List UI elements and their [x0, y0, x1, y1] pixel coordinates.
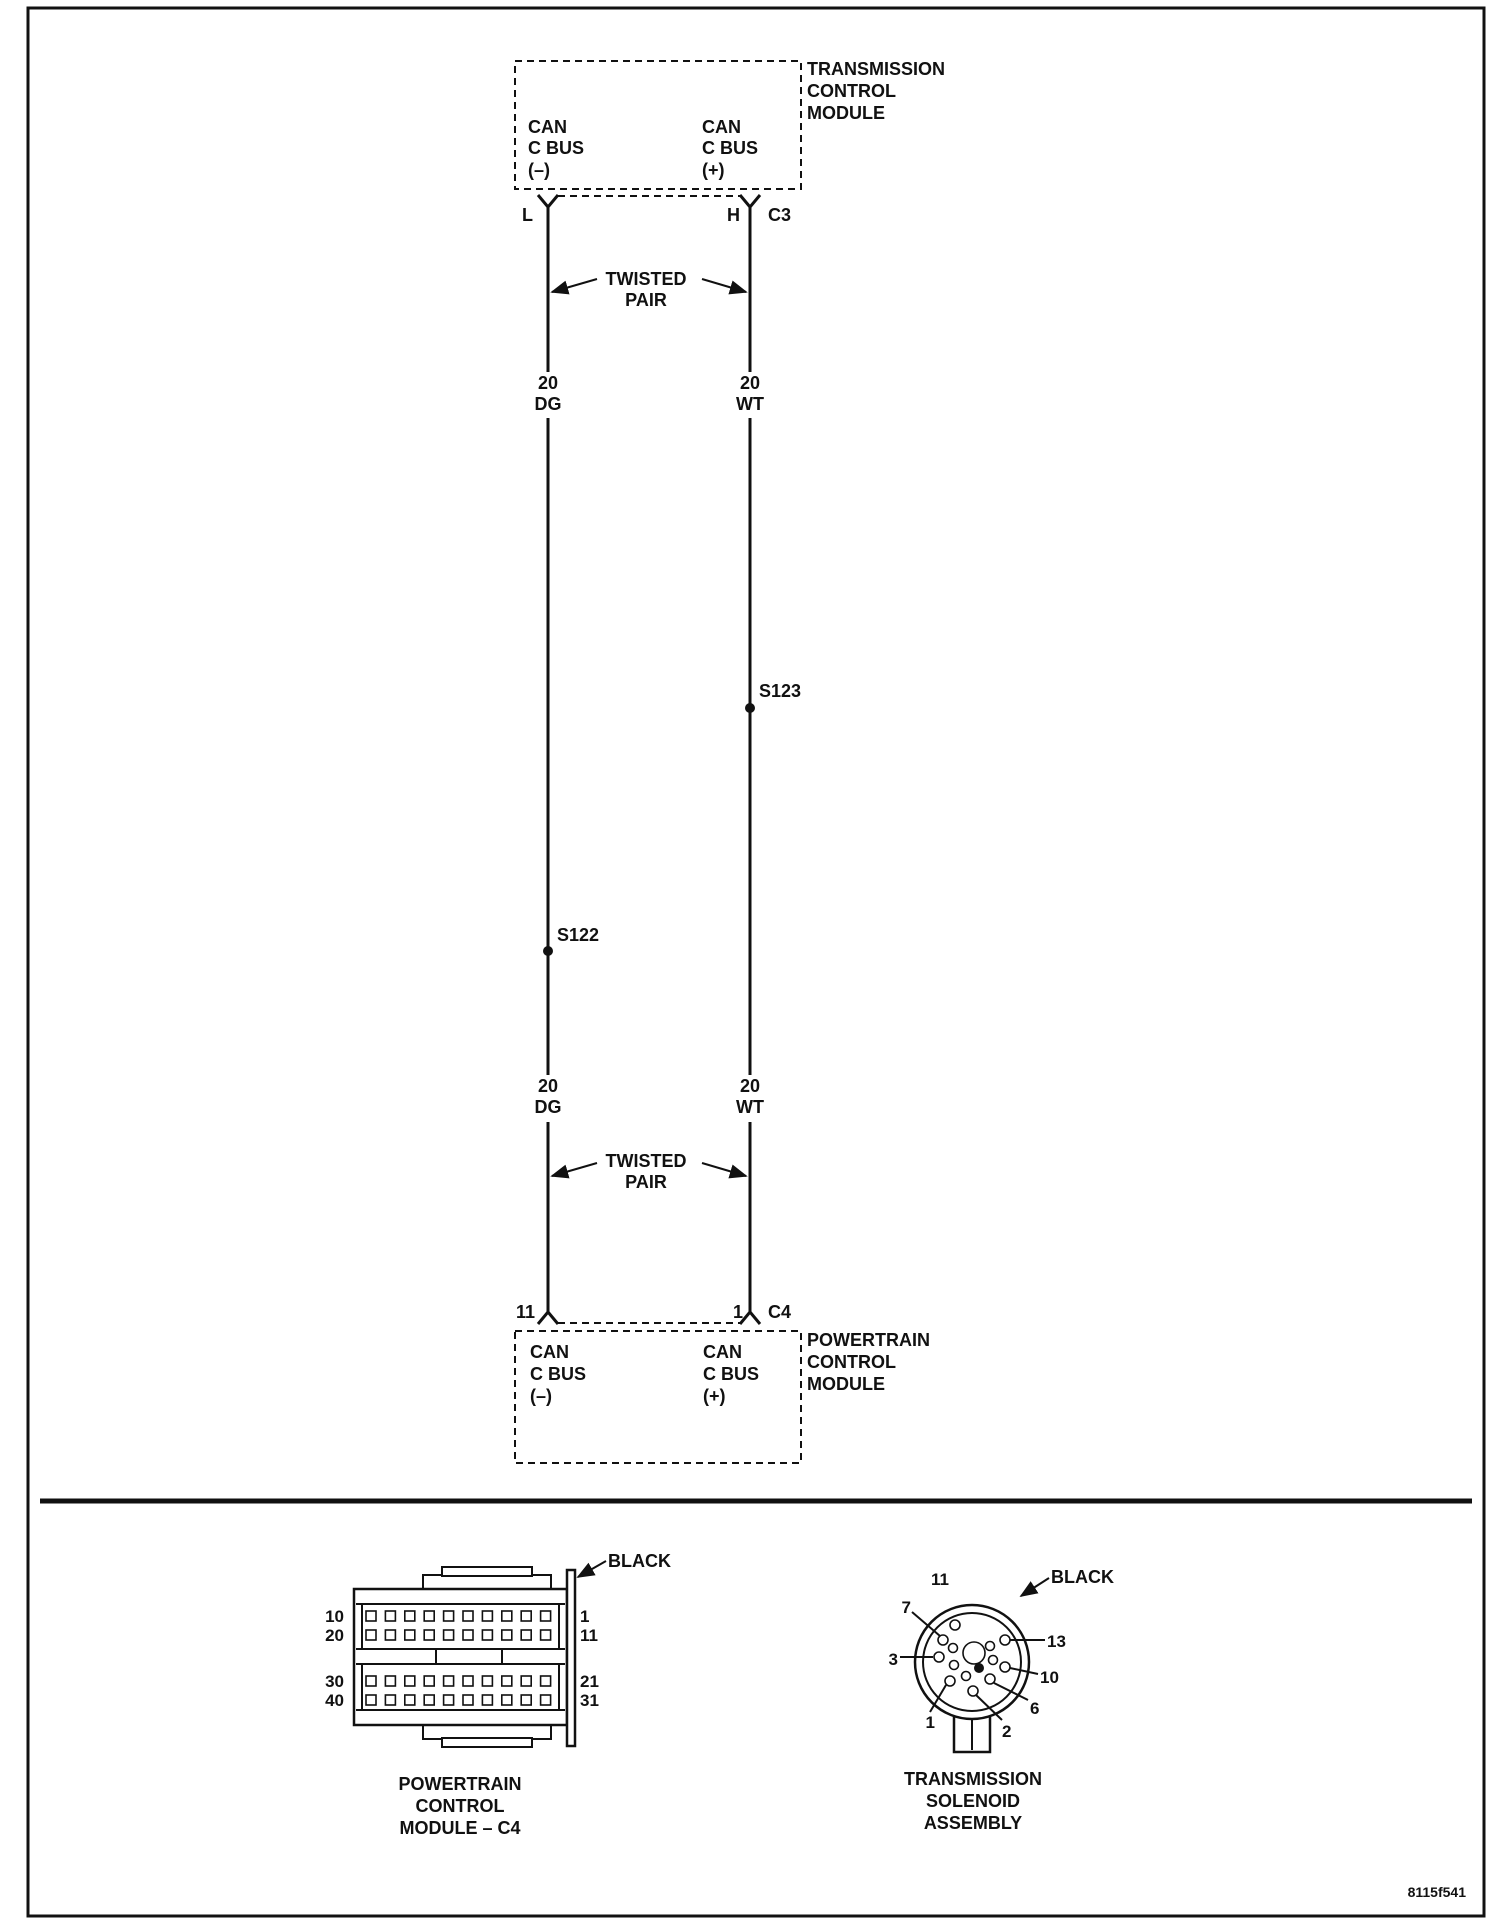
solenoid-pin-1 [945, 1676, 955, 1686]
pcm-c4-pin-10: 10 [325, 1607, 344, 1626]
solenoid-pin-e [962, 1672, 971, 1681]
pcm-c4-cavity [463, 1611, 473, 1621]
pcm-c4-cavity [482, 1676, 492, 1686]
can-c-bus-wires [535, 207, 802, 1312]
pcm-c4-cavity [424, 1611, 434, 1621]
pcm-c4-cavity [385, 1611, 395, 1621]
twisted-pair-upper-line-1: TWISTED [605, 269, 687, 289]
twisted-pair-lower-arrow-right [702, 1163, 746, 1176]
solenoid-label-7: 7 [901, 1598, 911, 1617]
page-frame [28, 8, 1484, 1916]
pcm-neg-label-2: C BUS [530, 1364, 587, 1384]
pcm-pin-right: 1 [733, 1302, 744, 1322]
pcm-c4-cavity [502, 1695, 512, 1705]
twisted-pair-upper-line-2: PAIR [625, 290, 667, 310]
pcm-c4-color-label: BLACK [608, 1551, 671, 1571]
wire-dg-gauge-lower: 20 [537, 1076, 559, 1096]
pcm-connector-id: C4 [768, 1302, 792, 1322]
pcm-c4-bottom-tab-inner [442, 1738, 532, 1747]
pcm-c4-cavity [502, 1676, 512, 1686]
tcm-terminal-left [538, 195, 558, 207]
pcm-c4-cavity [541, 1611, 551, 1621]
pcm-c4-cavity [444, 1630, 454, 1640]
tcm-title-line-3: MODULE [807, 103, 885, 123]
wire-wt-gauge-upper: 20 [739, 373, 761, 393]
solenoid-color-label: BLACK [1051, 1567, 1114, 1587]
solenoid-pin-10 [1000, 1662, 1010, 1672]
pcm-c4-cavity [424, 1695, 434, 1705]
figure-id: 8115f541 [1407, 1884, 1466, 1900]
solenoid-caption-1: TRANSMISSION [903, 1769, 1043, 1789]
solenoid-pin-6 [985, 1674, 995, 1684]
pcm-c4-cavity [366, 1611, 376, 1621]
solenoid-pin-b [950, 1661, 959, 1670]
solenoid-label-2: 2 [1002, 1722, 1012, 1741]
pcm-c4-cavity [385, 1676, 395, 1686]
tcm-neg-label-2: C BUS [528, 138, 585, 158]
pcm-c4-cavity [405, 1630, 415, 1640]
solenoid-caption-2: SOLENOID [925, 1791, 1021, 1811]
solenoid-pin-a [949, 1644, 958, 1653]
pcm-c4-cavity [482, 1630, 492, 1640]
pcm-c4-connector-view [325, 1551, 671, 1838]
tcm-neg-label-1: CAN [528, 117, 567, 137]
pcm-pos-label-1: CAN [703, 1342, 742, 1362]
solenoid-pin-filled [974, 1663, 984, 1673]
pcm-c4-pin-1: 1 [580, 1607, 590, 1626]
pcm-c4-cavity [482, 1611, 492, 1621]
solenoid-black-leader [1021, 1578, 1049, 1596]
pcm-c4-cavity [541, 1695, 551, 1705]
solenoid-pin-13 [1000, 1635, 1010, 1645]
pcm-c4-flange [567, 1570, 575, 1746]
pcm-terminal-left [538, 1312, 558, 1324]
pcm-c4-cavity [541, 1676, 551, 1686]
pcm-neg-label-3: (–) [530, 1386, 552, 1406]
pcm-pin-left: 11 [516, 1302, 536, 1322]
wire-wt-color-upper: WT [736, 394, 764, 414]
pcm-c4-cavity [405, 1676, 415, 1686]
solenoid-label-3: 3 [888, 1650, 898, 1669]
tcm-neg-label-3: (–) [528, 160, 550, 180]
solenoid-center-key [963, 1642, 985, 1664]
solenoid-caption-3: ASSEMBLY [923, 1813, 1023, 1833]
pcm-c4-pin-31: 31 [580, 1691, 599, 1710]
tcm-pin-right: H [727, 205, 740, 225]
solenoid-label-6: 6 [1030, 1699, 1040, 1718]
solenoid-pin-3 [934, 1652, 944, 1662]
pcm-c4-cavity [405, 1611, 415, 1621]
pcm-c4-caption-2: CONTROL [415, 1796, 505, 1816]
twisted-pair-upper-arrow-left [552, 279, 597, 292]
pcm-c4-cavity [521, 1676, 531, 1686]
twisted-pair-lower-line-2: PAIR [625, 1172, 667, 1192]
pcm-c4-cavity [366, 1695, 376, 1705]
pcm-c4-cavity [424, 1676, 434, 1686]
splice-s122-dot [543, 946, 553, 956]
pcm-c4-cavity [463, 1676, 473, 1686]
tcm-connector-id: C3 [768, 205, 792, 225]
solenoid-label-11: 11 [931, 1570, 949, 1589]
pcm-c4-pin-20: 20 [325, 1626, 344, 1645]
pcm-c4-cavity [424, 1630, 434, 1640]
pcm-title-line-1: POWERTRAIN [807, 1330, 930, 1350]
pcm-c4-cavity [502, 1611, 512, 1621]
wire-wt-gauge-lower: 20 [739, 1076, 761, 1096]
powertrain-control-module [515, 1302, 930, 1463]
pcm-c4-cavity [366, 1630, 376, 1640]
tcm-pos-label-3: (+) [702, 160, 725, 180]
tcm-terminal-right [740, 195, 760, 207]
pcm-pos-label-3: (+) [703, 1386, 726, 1406]
tcm-pin-left: L [522, 205, 533, 225]
pcm-c4-cavity [463, 1695, 473, 1705]
wire-wt-color-lower: WT [736, 1097, 764, 1117]
pcm-c4-black-leader [578, 1561, 606, 1577]
pcm-c4-cavity [366, 1676, 376, 1686]
pcm-c4-caption-1: POWERTRAIN [398, 1774, 522, 1794]
pcm-c4-cavity [463, 1630, 473, 1640]
solenoid-label-10: 10 [1040, 1668, 1059, 1687]
tcm-title-line-1: TRANSMISSION [807, 59, 946, 79]
twisted-pair-lower-line-1: TWISTED [605, 1151, 687, 1171]
pcm-c4-bottom-tab-outer [423, 1725, 551, 1739]
tcm-pos-label-2: C BUS [702, 138, 759, 158]
tcm-pos-label-1: CAN [702, 117, 741, 137]
pcm-c4-cavity [444, 1676, 454, 1686]
wire-dg-color-lower: DG [534, 1097, 562, 1117]
pcm-c4-top-tab-inner [442, 1567, 532, 1576]
solenoid-pin-11 [950, 1620, 960, 1630]
pcm-c4-cavity [385, 1630, 395, 1640]
wire-dg-gauge-upper: 20 [537, 373, 559, 393]
solenoid-label-1: 1 [925, 1713, 935, 1732]
pcm-c4-cavity [502, 1630, 512, 1640]
pcm-pos-label-2: C BUS [703, 1364, 760, 1384]
pcm-c4-top-tab-outer [423, 1575, 551, 1589]
pcm-neg-label-1: CAN [530, 1342, 569, 1362]
transmission-control-module [515, 59, 945, 225]
pcm-c4-cavity [521, 1630, 531, 1640]
twisted-pair-upper-arrow-right [702, 279, 746, 292]
pcm-c4-caption-3: MODULE – C4 [399, 1818, 521, 1838]
solenoid-label-13: 13 [1047, 1632, 1066, 1651]
pcm-c4-cavity [444, 1695, 454, 1705]
twisted-pair-lower-arrow-left [552, 1163, 597, 1176]
pcm-title-line-3: MODULE [807, 1374, 885, 1394]
solenoid-pin-d [989, 1656, 998, 1665]
splice-s123-label: S123 [759, 681, 802, 701]
pcm-c4-cavity [521, 1611, 531, 1621]
splice-s122-label: S122 [557, 925, 600, 945]
pcm-c4-pin-11: 11 [580, 1626, 598, 1645]
pcm-c4-cavity [444, 1611, 454, 1621]
wire-dg-color-upper: DG [534, 394, 562, 414]
pcm-c4-pin-40: 40 [325, 1691, 344, 1710]
pcm-c4-cavity [405, 1695, 415, 1705]
pcm-c4-pin-30: 30 [325, 1672, 344, 1691]
splice-s123-dot [745, 703, 755, 713]
pcm-c4-cavity [385, 1695, 395, 1705]
pcm-c4-cavity [541, 1630, 551, 1640]
solenoid-pin-c [986, 1642, 995, 1651]
pcm-c4-cavity [482, 1695, 492, 1705]
pcm-c4-pin-21: 21 [580, 1672, 599, 1691]
tcm-title-line-2: CONTROL [807, 81, 896, 101]
solenoid-connector-view [889, 1567, 1114, 1833]
pcm-c4-cavity [521, 1695, 531, 1705]
pcm-title-line-2: CONTROL [807, 1352, 896, 1372]
